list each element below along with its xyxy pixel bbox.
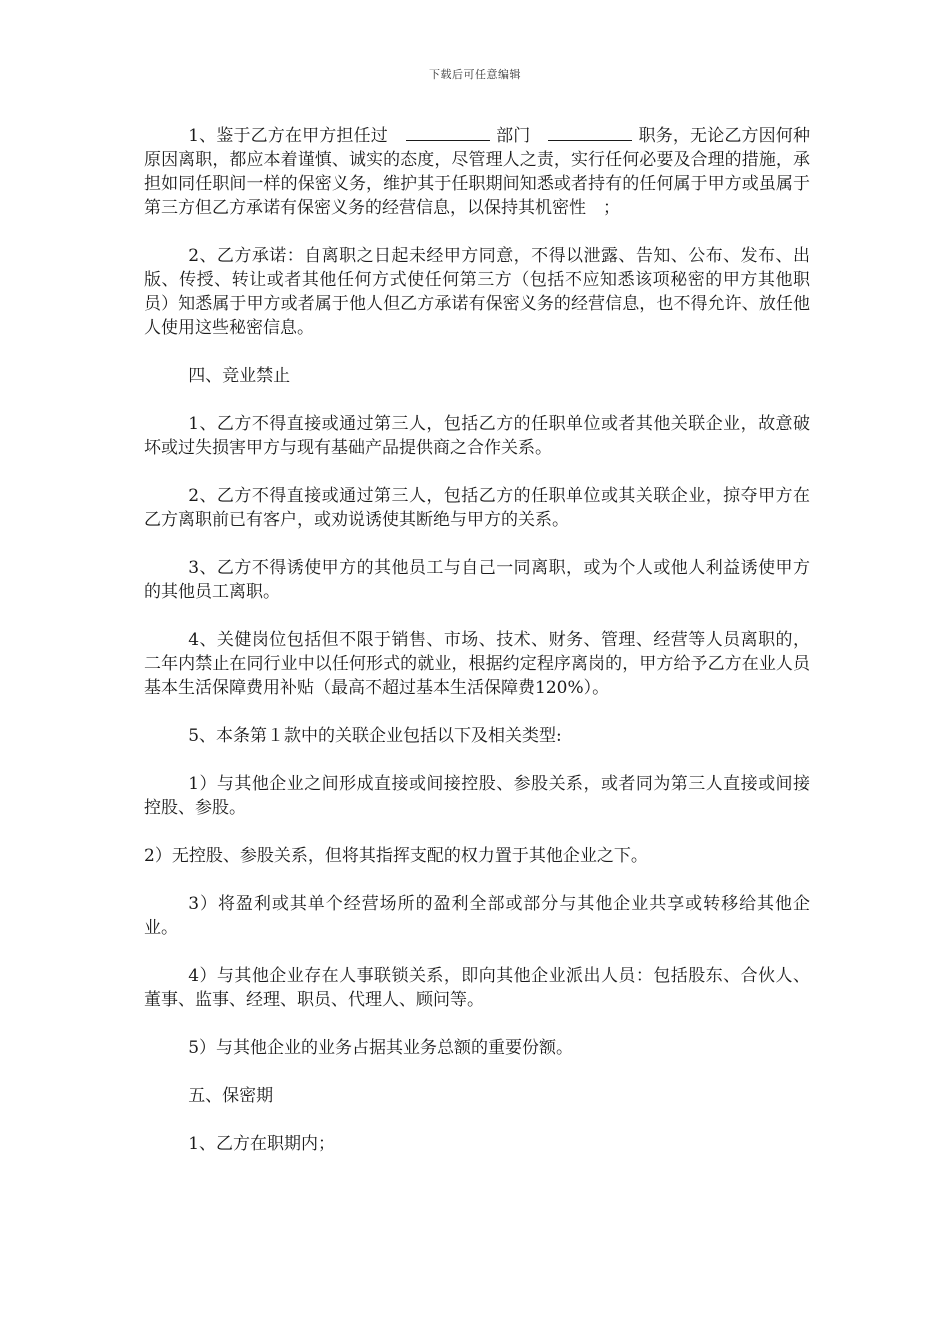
page-header-note: 下载后可任意编辑 xyxy=(429,68,521,81)
paragraph-nondisclosure-promise: 2、乙方承诺：自离职之日起未经甲方同意，不得以泄露、告知、公布、发布、出版、传授、转让或者其他任何方式使任何第三方（包括不应知悉该项秘密的甲方其他职员）知悉属于甲方或者属于他人但乙方承诺有保密义务的经营信息，也不得允许、放任他人使用这些秘密信息。 xyxy=(144,246,810,338)
paragraph-confidentiality-duty xyxy=(144,124,810,220)
paragraph-non-compete-4: 4、关健岗位包括但不限于销售、市场、技术、财务、管理、经营等人员离职的，二年内禁止在同行业中以任何形式的就业，根据约定程序离岗的，甲方给予乙方在业人员基本生活保障费用补贴（最高不超过基本生活保障费120%）。 xyxy=(144,630,810,698)
document-body xyxy=(144,124,810,1180)
paragraph-confidentiality-period-1: 1、乙方在职期内； xyxy=(188,1134,336,1154)
list-item-affiliate-4: 4）与其他企业存在人事联锁关系，即向其他企业派出人员：包括股东、合伙人、董事、监事、经理、职员、代理人、顾问等。 xyxy=(144,966,810,1010)
paragraph-non-compete-3: 3、乙方不得诱使甲方的其他员工与自己一同离职，或为个人或他人利益诱使甲方的其他员工离职。 xyxy=(144,558,810,602)
section-heading-non-compete: 四、竞业禁止 xyxy=(188,366,291,386)
list-item-affiliate-1: 1）与其他企业之间形成直接或间接控股、参股关系，或者同为第三人直接或间接控股、参股。 xyxy=(144,774,810,818)
paragraph-text: 1、鉴于乙方在甲方担任过 xyxy=(188,126,388,146)
paragraph-text: 职务，无论乙方因何种原因离职，都应本着谨慎、诚实的态度，尽管理人之责，实行任何必要及合理的措施，承担如同任职间一样的保密义务，维护其于任职期间知悉或者持有的任何属于甲方或虽属于第三方但乙方承诺有保密义务的经营信息，以保持其机密性 ； xyxy=(144,126,810,218)
paragraph-non-compete-5: 5、本条第１款中的关联企业包括以下及相关类型: xyxy=(188,726,562,746)
department-label: 部门 xyxy=(495,126,531,146)
paragraph-non-compete-1: 1、乙方不得直接或通过第三人，包括乙方的任职单位或者其他关联企业，故意破坏或过失损害甲方与现有基础产品提供商之合作关系。 xyxy=(144,414,810,458)
section-heading-confidentiality-period: 五、保密期 xyxy=(188,1086,274,1106)
department-blank xyxy=(406,124,490,141)
list-item-affiliate-5: 5）与其他企业的业务占据其业务总额的重要份额。 xyxy=(188,1038,574,1058)
position-blank xyxy=(548,124,632,141)
list-item-affiliate-3: 3）将盈利或其单个经营场所的盈利全部或部分与其他企业共享或转移给其他企业。 xyxy=(144,894,810,938)
paragraph-non-compete-2: 2、乙方不得直接或通过第三人，包括乙方的任职单位或其关联企业，掠夺甲方在乙方离职前已有客户，或劝说诱使其断绝与甲方的关系。 xyxy=(144,486,810,530)
list-item-affiliate-2: 2）无控股、参股关系，但将其指挥支配的权力置于其他企业之下。 xyxy=(144,846,648,866)
